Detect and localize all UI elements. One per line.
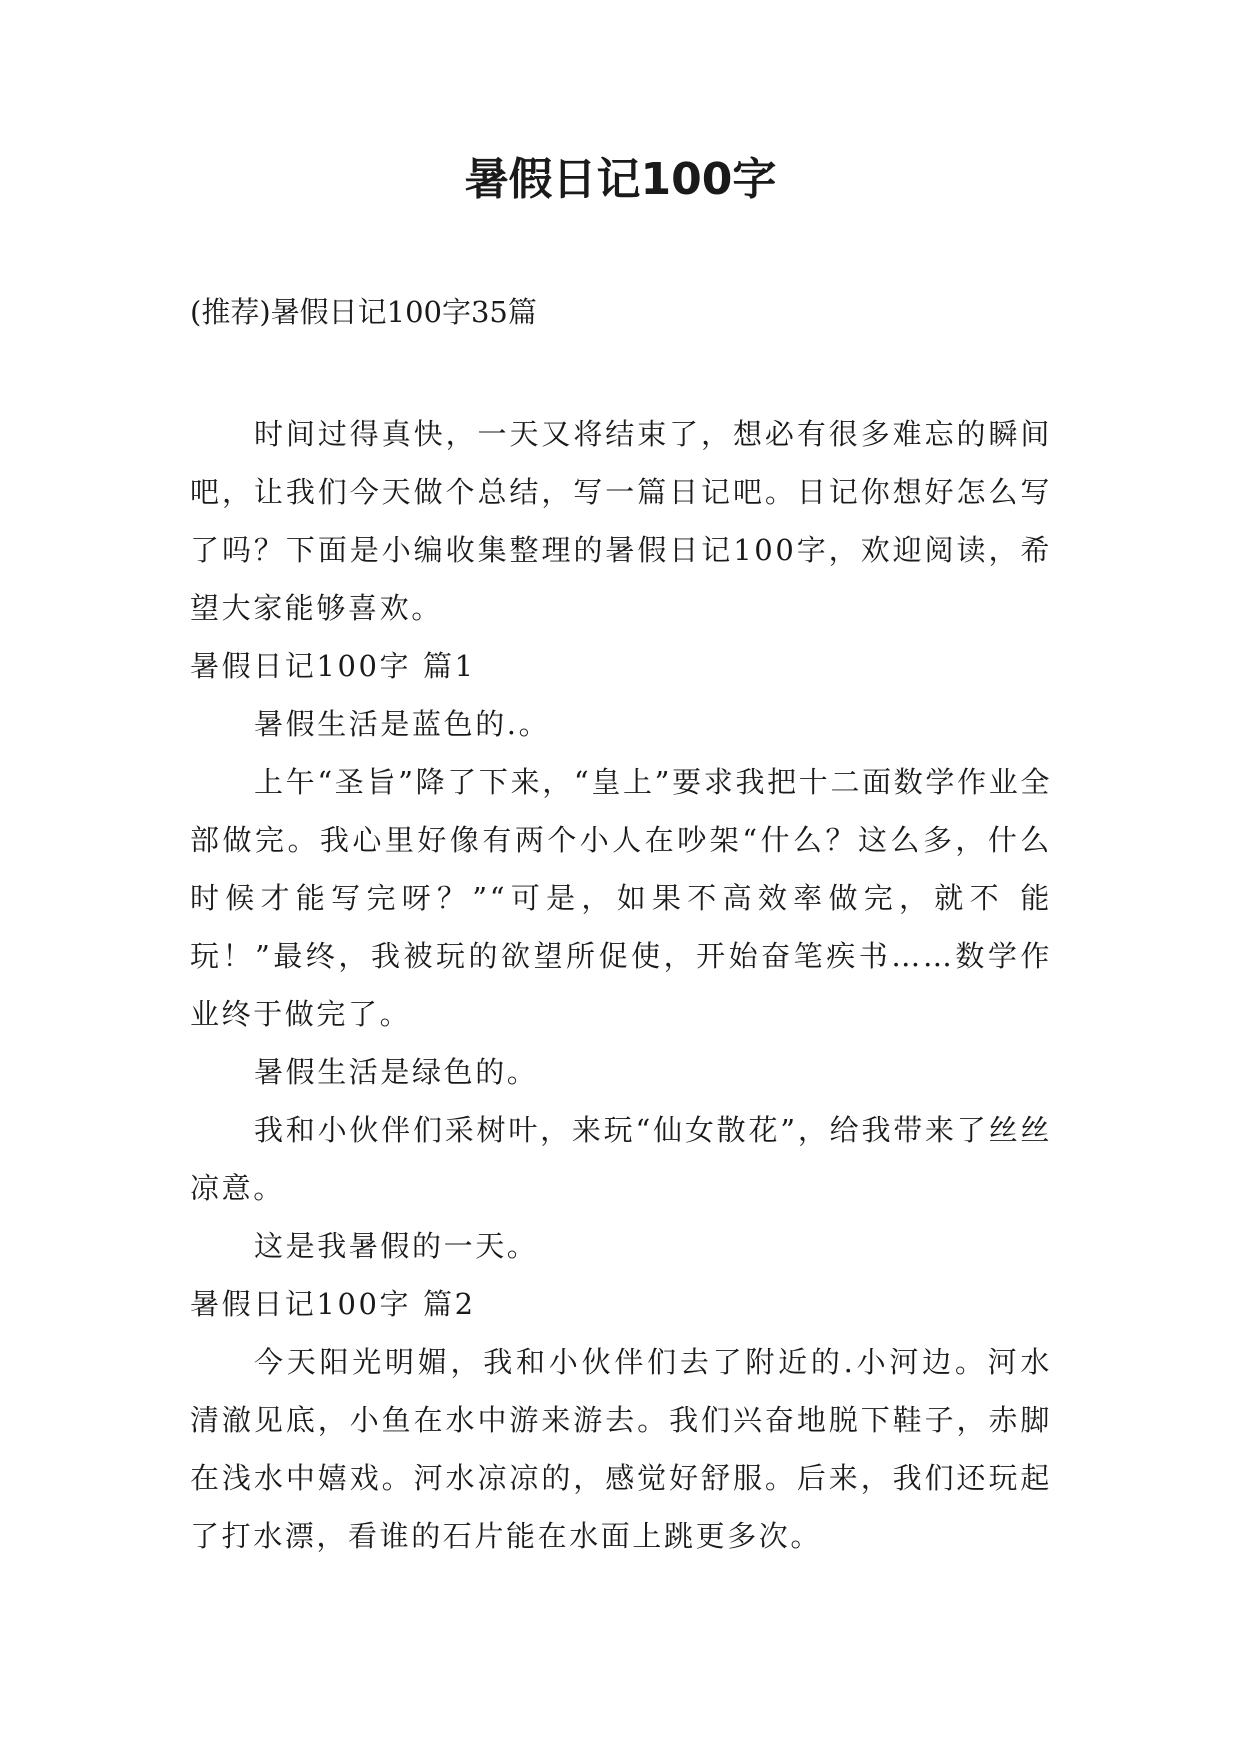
section-heading-1: 暑假日记100字 篇1 (190, 649, 476, 683)
section1-paragraph-5: 这是我暑假的一天。 (254, 1229, 539, 1263)
intro-paragraph: 时间过得真快，一天又将结束了，想必有很多难忘的瞬间吧，让我们今天做个总结，写一篇日记吧。日记你想好怎么写了吗？下面是小编收集整理的暑假日记100字，欢迎阅读，希望大家能够喜欢。 (190, 417, 1052, 625)
section-heading-2: 暑假日记100字 篇2 (190, 1287, 476, 1321)
section1-paragraph-2: 上午“圣旨”降了下来，“皇上”要求我把十二面数学作业全部做完。我心里好像有两个小人在吵架“什么？这么多，什么时候才能写完呀？”“可是，如果不高效率做完，就不 能玩！”最终，我被玩的欲望所促使，开始奋笔疾书……数学作业终于做完了。 (190, 765, 1052, 1031)
section1-paragraph-3: 暑假生活是绿色的。 (254, 1055, 539, 1089)
document-title: 暑假日记100字 (464, 154, 777, 205)
section1-paragraph-1: 暑假生活是蓝色的.。 (254, 707, 551, 741)
document-body (190, 405, 1052, 1565)
document-subtitle: (推荐)暑假日记100字35篇 (190, 295, 537, 329)
section2-paragraph-1: 今天阳光明媚，我和小伙伴们去了附近的.小河边。河水清澈见底，小鱼在水中游来游去。我们兴奋地脱下鞋子，赤脚在浅水中嬉戏。河水凉凉的，感觉好舒服。后来，我们还玩起了打水漂，看谁的石片能在水面上跳更多次。 (190, 1345, 1052, 1553)
section1-paragraph-4: 我和小伙伴们采树叶，来玩“仙女散花”，给我带来了丝丝凉意。 (190, 1113, 1052, 1205)
